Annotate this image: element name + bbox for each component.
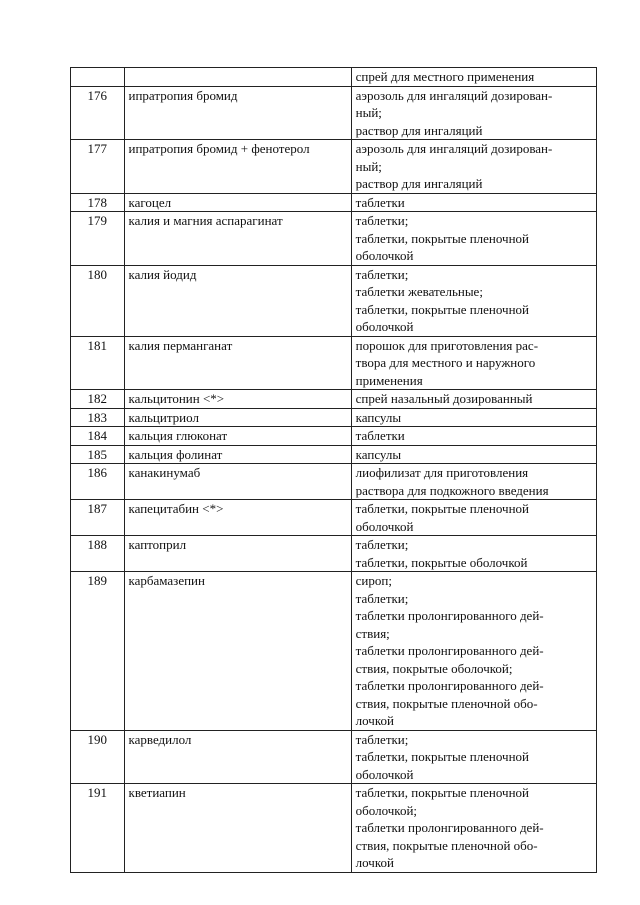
drug-name-cell: калия и магния аспарагинат [124, 212, 351, 266]
dosage-form-line: таблетки; [355, 537, 409, 552]
row-number-cell: 177 [71, 140, 125, 194]
drug-name-cell: кветиапин [124, 784, 351, 873]
row-number-cell: 187 [71, 500, 125, 536]
table-row [71, 86, 597, 140]
row-number-cell: 186 [71, 464, 125, 500]
drug-name-cell: каптоприл [124, 536, 351, 572]
row-number-cell: 178 [71, 193, 125, 212]
dosage-form-cell [351, 86, 596, 140]
row-number-cell: 184 [71, 427, 125, 446]
table-row [71, 140, 597, 194]
table-row [71, 445, 597, 464]
row-number-cell: 191 [71, 784, 125, 873]
dosage-form-cell [351, 68, 596, 87]
row-number-cell: 185 [71, 445, 125, 464]
dosage-form-line: лочкой [355, 855, 394, 870]
dosage-form-line: ный; [355, 158, 382, 174]
dosage-form-cell [351, 784, 596, 873]
dosage-form-line: таблетки; [355, 266, 409, 282]
row-number-cell: 181 [71, 336, 125, 390]
drug-name-cell: кальция глюконат [124, 427, 351, 446]
drug-name-cell: калия йодид [124, 265, 351, 336]
dosage-form-cell [351, 445, 596, 464]
table-row [71, 265, 597, 336]
dosage-form-cell [351, 500, 596, 536]
table-row [71, 784, 597, 873]
drug-name-cell: калия перманганат [124, 336, 351, 390]
dosage-form-line: сироп; [355, 573, 392, 588]
row-number-cell: 179 [71, 212, 125, 266]
drug-name-cell: карбамазепин [124, 572, 351, 731]
dosage-form-cell [351, 265, 596, 336]
dosage-form-line: оболочкой; [355, 802, 418, 818]
dosage-form-line: таблетки [355, 194, 405, 210]
table-row [71, 212, 597, 266]
dosage-form-cell [351, 336, 596, 390]
table-row [71, 336, 597, 390]
table-row [71, 390, 597, 409]
row-number-cell: 189 [71, 572, 125, 731]
drug-name-cell: кальцитонин <*> [124, 390, 351, 409]
dosage-form-line: таблетки пролонгированного дей- [355, 678, 544, 693]
dosage-form-line: таблетки, покрытые пленочной [355, 501, 529, 516]
dosage-form-line: таблетки, покрытые пленочной [355, 749, 529, 764]
dosage-form-line: таблетки, покрытые оболочкой [355, 554, 528, 570]
dosage-form-line: таблетки, покрытые пленочной [355, 230, 529, 246]
row-number-cell: 183 [71, 408, 125, 427]
dosage-form-cell [351, 464, 596, 500]
drug-name-cell: канакинумаб [124, 464, 351, 500]
row-number-cell [71, 68, 125, 87]
table-row [71, 408, 597, 427]
medication-table-body [71, 68, 597, 873]
dosage-form-line: ствия, покрытые оболочкой; [355, 660, 513, 676]
drug-name-cell: ипратропия бромид [124, 86, 351, 140]
dosage-form-line: аэрозоль для ингаляций дозирован- [355, 141, 553, 156]
dosage-form-line: раствора для подкожного введения [355, 482, 549, 498]
drug-name-cell [124, 68, 351, 87]
dosage-form-line: таблетки; [355, 213, 409, 228]
drug-name-cell: кагоцел [124, 193, 351, 212]
drug-name-cell: капецитабин <*> [124, 500, 351, 536]
dosage-form-cell [351, 730, 596, 784]
dosage-form-line: ный; [355, 105, 382, 120]
dosage-form-line: таблетки жевательные; [355, 284, 483, 299]
dosage-form-cell [351, 427, 596, 446]
table-row-continuation [71, 68, 597, 87]
row-number-cell: 176 [71, 86, 125, 140]
dosage-form-line: таблетки пролонгированного дей- [355, 608, 544, 623]
table-row [71, 500, 597, 536]
dosage-form-line: таблетки пролонгированного дей- [355, 820, 544, 835]
dosage-form-line: таблетки, покрытые пленочной [355, 785, 529, 800]
dosage-form-line: порошок для приготовления рас- [355, 337, 539, 353]
table-row [71, 536, 597, 572]
dosage-form-line: спрей для местного применения [355, 69, 535, 84]
dosage-form-line: раствор для ингаляций [355, 176, 483, 191]
dosage-form-line: ствия, покрытые пленочной обо- [355, 695, 538, 711]
table-row [71, 730, 597, 784]
dosage-form-line: аэрозоль для ингаляций дозирован- [355, 87, 553, 103]
dosage-form-line: оболочкой [355, 319, 414, 334]
dosage-form-line: лочкой [355, 713, 394, 728]
dosage-form-line: оболочкой [355, 248, 414, 263]
dosage-form-cell [351, 408, 596, 427]
dosage-form-cell [351, 572, 596, 731]
row-number-cell: 180 [71, 265, 125, 336]
dosage-form-line: лиофилизат для приготовления [355, 465, 529, 480]
dosage-form-line: капсулы [355, 409, 402, 425]
drug-name-cell: ипратропия бромид + фенотерол [124, 140, 351, 194]
dosage-form-line: оболочкой [355, 766, 414, 782]
table-row [71, 193, 597, 212]
dosage-form-line: раствор для ингаляций [355, 122, 483, 138]
drug-name-cell: кальция фолинат [124, 445, 351, 464]
dosage-form-line: спрей назальный дозированный [355, 391, 533, 406]
dosage-form-cell [351, 390, 596, 409]
dosage-form-cell [351, 212, 596, 266]
row-number-cell: 190 [71, 730, 125, 784]
dosage-form-line: таблетки пролонгированного дей- [355, 643, 544, 658]
dosage-form-line: таблетки; [355, 731, 409, 747]
dosage-form-line: таблетки, покрытые пленочной [355, 301, 529, 317]
table-row [71, 464, 597, 500]
table-row [71, 572, 597, 731]
dosage-form-line: таблетки [355, 428, 405, 443]
dosage-form-line: ствия; [355, 625, 390, 641]
dosage-form-line: таблетки; [355, 590, 409, 606]
dosage-form-cell [351, 140, 596, 194]
dosage-form-cell [351, 193, 596, 212]
dosage-form-cell [351, 536, 596, 572]
row-number-cell: 182 [71, 390, 125, 409]
row-number-cell: 188 [71, 536, 125, 572]
dosage-form-line: твора для местного и наружного [355, 355, 536, 370]
dosage-form-line: ствия, покрытые пленочной обо- [355, 837, 538, 853]
medication-table [70, 67, 597, 873]
dosage-form-line: применения [355, 372, 423, 388]
dosage-form-line: оболочкой [355, 518, 414, 534]
drug-name-cell: кальцитриол [124, 408, 351, 427]
table-row [71, 427, 597, 446]
dosage-form-line: капсулы [355, 446, 402, 462]
drug-name-cell: карведилол [124, 730, 351, 784]
